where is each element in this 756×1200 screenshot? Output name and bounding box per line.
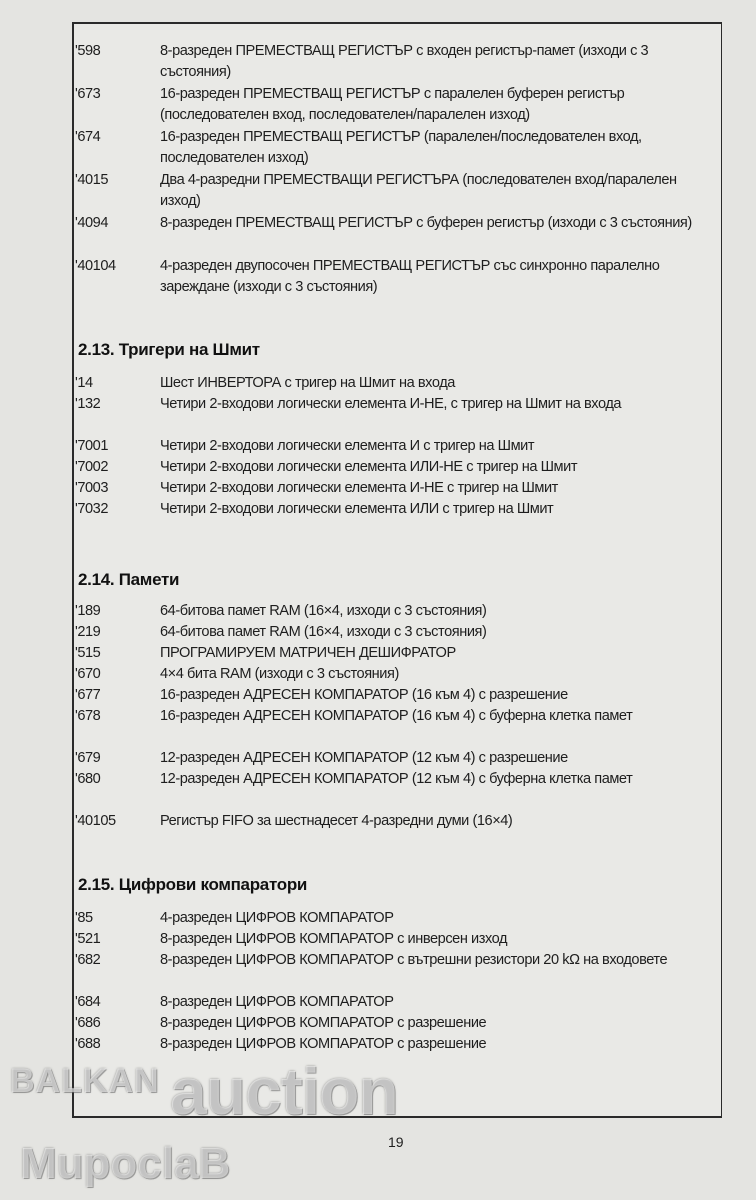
chip-code: '686 bbox=[75, 1015, 101, 1031]
watermark-text: BALKAN bbox=[10, 1062, 160, 1100]
chip-description: 16-разреден АДРЕСЕН КОМПАРАТОР (16 към 4) с разрешение bbox=[160, 687, 568, 703]
chip-description: 16-разреден ПРЕМЕСТВАЩ РЕГИСТЪР (паралелен/последователен вход, последователен изход) bbox=[160, 129, 642, 166]
chip-code: '40105 bbox=[75, 813, 116, 829]
chip-code: '677 bbox=[75, 687, 101, 703]
chip-description: 8-разреден ЦИФРОВ КОМПАРАТОР с инверсен изход bbox=[160, 931, 508, 947]
chip-code: '7003 bbox=[75, 480, 109, 496]
chip-code: '688 bbox=[75, 1036, 101, 1052]
chip-code: '673 bbox=[75, 86, 101, 102]
chip-code: '4015 bbox=[75, 172, 109, 188]
chip-code: '521 bbox=[75, 931, 101, 947]
chip-description: 64-битова памет RAM (16×4, изходи с 3 състояния) bbox=[160, 603, 487, 619]
chip-code: '674 bbox=[75, 129, 101, 145]
chip-description: ПРОГРАМИРУЕМ МАТРИЧЕН ДЕШИФРАТОР bbox=[160, 645, 456, 661]
chip-description: 8-разреден ЦИФРОВ КОМПАРАТОР с разрешение bbox=[160, 1036, 487, 1052]
chip-description: 8-разреден ЦИФРОВ КОМПАРАТОР с вътрешни резистори 20 kΩ на входовете bbox=[160, 952, 668, 968]
chip-description: Четири 2-входови логически елемента ИЛИ с тригер на Шмит bbox=[160, 501, 554, 517]
chip-description: 4×4 бита RAM (изходи с 3 състояния) bbox=[160, 666, 399, 682]
chip-code: '682 bbox=[75, 952, 101, 968]
chip-code: '670 bbox=[75, 666, 101, 682]
section-heading: 2.13. Тригери на Шмит bbox=[78, 340, 260, 359]
watermark-text: MupoclaB bbox=[20, 1139, 231, 1188]
watermark-text: auction bbox=[170, 1054, 398, 1128]
chip-description: 8-разреден ЦИФРОВ КОМПАРАТОР bbox=[160, 994, 394, 1010]
page-number: 19 bbox=[388, 1134, 404, 1150]
chip-description: 16-разреден АДРЕСЕН КОМПАРАТОР (16 към 4) с буферна клетка памет bbox=[160, 708, 633, 724]
chip-code: '219 bbox=[75, 624, 101, 640]
chip-description: Регистър FIFO за шестнадесет 4-разредни думи (16×4) bbox=[160, 813, 513, 829]
chip-description: Четири 2-входови логически елемента И-НЕ, с тригер на Шмит на входа bbox=[160, 396, 622, 412]
chip-description: 12-разреден АДРЕСЕН КОМПАРАТОР (12 към 4) с разрешение bbox=[160, 750, 568, 766]
chip-description: Два 4-разредни ПРЕМЕСТВАЩИ РЕГИСТЪРА (последователен вход/паралелен изход) bbox=[160, 172, 677, 209]
chip-description: 4-разреден двупосочен ПРЕМЕСТВАЩ РЕГИСТЪР със синхронно паралелно зареждане (изходи с 3 състояния) bbox=[160, 258, 660, 295]
chip-code: '679 bbox=[75, 750, 101, 766]
section-heading: 2.14. Памети bbox=[78, 570, 180, 589]
chip-description: 8-разреден ПРЕМЕСТВАЩ РЕГИСТЪР с буферен регистър (изходи с 3 състояния) bbox=[160, 215, 692, 231]
chip-code: '40104 bbox=[75, 258, 116, 274]
chip-description: 16-разреден ПРЕМЕСТВАЩ РЕГИСТЪР с паралелен буферен регистър (последователен вход, последователен/паралелен изход) bbox=[160, 86, 625, 123]
chip-code: '189 bbox=[75, 603, 101, 619]
chip-description: Четири 2-входови логически елемента И-НЕ с тригер на Шмит bbox=[160, 480, 558, 496]
chip-description: Шест ИНВЕРТОРА с тригер на Шмит на входа bbox=[160, 375, 455, 391]
section-heading: 2.15. Цифрови компаратори bbox=[78, 875, 308, 894]
chip-code: '7032 bbox=[75, 501, 109, 517]
chip-code: '598 bbox=[75, 43, 101, 59]
chip-code: '515 bbox=[75, 645, 101, 661]
chip-description: 4-разреден ЦИФРОВ КОМПАРАТОР bbox=[160, 910, 394, 926]
chip-code: '4094 bbox=[75, 215, 109, 231]
chip-description: Четири 2-входови логически елемента И с тригер на Шмит bbox=[160, 438, 535, 454]
chip-code: '132 bbox=[75, 396, 101, 412]
chip-code: '678 bbox=[75, 708, 101, 724]
chip-code: '680 bbox=[75, 771, 101, 787]
chip-description: 8-разреден ЦИФРОВ КОМПАРАТОР с разрешение bbox=[160, 1015, 487, 1031]
chip-description: 8-разреден ПРЕМЕСТВАЩ РЕГИСТЪР с входен регистър-памет (изходи с 3 състояния) bbox=[160, 43, 649, 80]
chip-description: 12-разреден АДРЕСЕН КОМПАРАТОР (12 към 4) с буферна клетка памет bbox=[160, 771, 633, 787]
chip-description: 64-битова памет RAM (16×4, изходи с 3 състояния) bbox=[160, 624, 487, 640]
chip-code: '684 bbox=[75, 994, 101, 1010]
chip-code: '7002 bbox=[75, 459, 109, 475]
chip-description: Четири 2-входови логически елемента ИЛИ-НЕ с тригер на Шмит bbox=[160, 459, 578, 475]
chip-code: '85 bbox=[75, 910, 93, 926]
chip-code: '7001 bbox=[75, 438, 109, 454]
chip-code: '14 bbox=[75, 375, 93, 391]
